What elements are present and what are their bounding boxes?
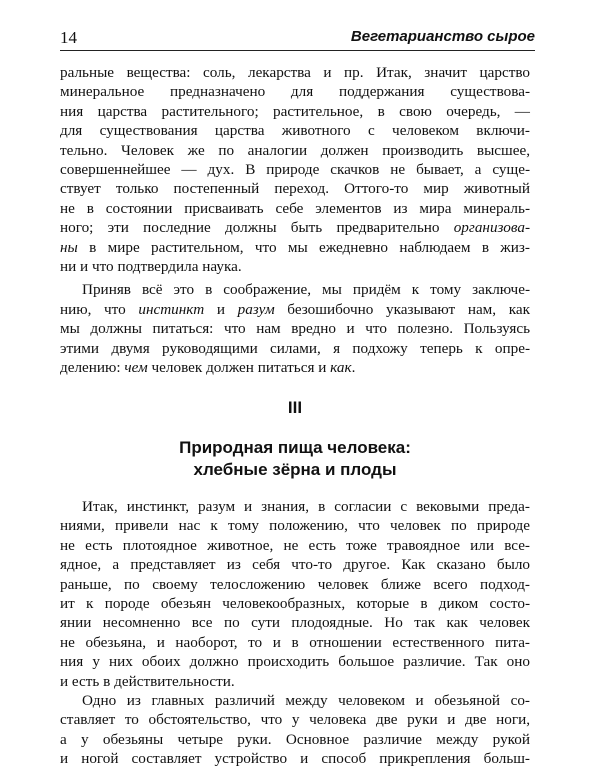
text-line: Приняв всё это в соображение, мы придём к тому заключе- [82, 281, 530, 299]
text-line: этими двумя руководящими силами, я подхожу теперь к опре- [60, 339, 530, 357]
text-run: . [351, 359, 356, 377]
text-line: для существования царства животного с человеком включи- [60, 122, 530, 140]
body-text [60, 63, 530, 769]
paragraph-3 [60, 497, 530, 691]
text-line: Одно из главных различий между человеком и обезьяной со- [82, 691, 530, 709]
emphasis: инстинкт [138, 300, 205, 318]
text-run: безошибочно указывают нам, как [274, 300, 530, 318]
text-line [60, 238, 530, 257]
text-run: нию, что [60, 300, 139, 318]
section-title-line: хлебные зёрна и плоды [193, 459, 397, 479]
text-line: ит к породе обезьян человекообразных, которые в диком состо- [60, 594, 530, 612]
emphasis: разум [237, 300, 275, 318]
text-line: янии несомненно все по сути плодоядные. Но так как человек [60, 614, 530, 632]
text-line: ни и что подтвердила наука. [60, 258, 242, 276]
text-line: раньше, по своему телосложению человек ближе всего подход- [60, 575, 530, 593]
paragraph-1 [60, 63, 530, 276]
emphasis: чем [124, 359, 148, 377]
text-run: и [204, 300, 238, 318]
paragraph-2 [60, 280, 530, 377]
text-line [60, 218, 530, 237]
text-line: ния царства растительного; растительное, в свою очередь, — [60, 102, 530, 120]
text-line: не обезьяна, и наоборот, то и в отношении естественного пита- [60, 633, 530, 651]
paragraph-4 [60, 691, 530, 769]
text-line: минеральное предназначено для поддержания существова- [60, 83, 530, 101]
text-line: а у обезьяны четыре руки. Основное различие между рукой [60, 730, 530, 748]
text-line [60, 358, 530, 377]
page-number: 14 [60, 28, 77, 47]
text-line: ядное, а представляет из себя что-то другое. Как сказано было [60, 556, 530, 574]
text-line: Итак, инстинкт, разум и знания, в согласии с вековыми преда- [82, 497, 530, 515]
text-line: ральные вещества: соль, лекарства и пр. Итак, значит царство [60, 64, 530, 81]
text-line: мы должны питаться: что нам вредно и что полезно. Пользуясь [60, 320, 530, 338]
text-run: делению: [60, 359, 125, 377]
text-run: в мире растительном, что мы ежедневно наблюдаем в жиз- [77, 238, 530, 256]
running-title: Вегетарианство сырое [350, 28, 535, 45]
text-line: ния у них обоих должно происходить большое различие. Так оно [60, 653, 530, 671]
text-line: не в состоянии присваивать себе элементов из мира минераль- [60, 199, 530, 217]
text-line: совершеннейшее — дух. В природе скачков не бывает, а суще- [60, 161, 530, 179]
page-header [60, 26, 535, 50]
section-number: III [287, 397, 303, 417]
text-line: и есть в действительности. [60, 672, 235, 690]
text-run: человек должен питаться и [147, 359, 331, 377]
text-line: тельно. Человек же по аналогии должен производить высшее, [60, 141, 530, 159]
text-run: ного; эти последние должны быть предварительно [60, 219, 454, 237]
text-line: ствует только постепенный переход. Оттого-то мир животный [60, 180, 530, 198]
text-line [60, 300, 530, 319]
text-line: ставляет то обстоятельство, что у человека две руки и две ноги, [60, 711, 530, 729]
emphasis: ны [60, 238, 78, 256]
text-line: ниями, привели нас к тому положению, что человек по природе [60, 517, 530, 535]
section-title-line: Природная пища человека: [179, 437, 411, 457]
emphasis: как [330, 359, 352, 377]
emphasis: организова- [453, 219, 530, 237]
text-line: и ногой составляет устройство и способ прикрепления больш- [60, 750, 530, 768]
text-line: не есть плотоядное животное, не есть тоже травоядное или все- [60, 536, 530, 554]
header-rule [60, 50, 535, 51]
section-heading [60, 437, 530, 481]
